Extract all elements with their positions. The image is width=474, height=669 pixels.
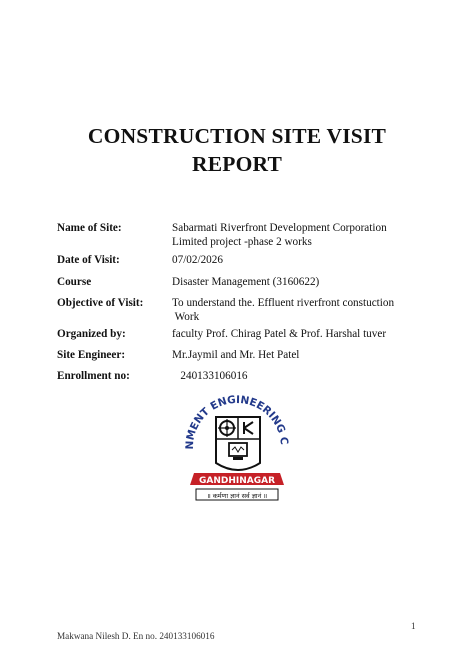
detail-label: Date of Visit: [57, 254, 120, 266]
detail-value-line: To understand the. Effluent riverfront constuction [172, 297, 395, 309]
detail-value [172, 275, 472, 289]
detail-label: Site Engineer: [57, 349, 126, 361]
detail-value [172, 253, 472, 267]
college-logo-graphic [180, 381, 294, 519]
detail-value-line: Limited project -phase 2 works [172, 236, 312, 248]
detail-label: Name of Site: [57, 222, 122, 234]
logo-ribbon-text: GANDHINAGAR [198, 476, 276, 486]
detail-value [172, 221, 472, 249]
detail-value [172, 348, 472, 362]
footer-author-line: Makwana Nilesh D. En no. 240133106016 [57, 631, 215, 641]
title-line-1: CONSTRUCTION SITE VISIT [87, 124, 387, 148]
logo-motto-text: ॥ कर्मणा ज्ञानं सर्व ज्ञानं ॥ [206, 492, 268, 500]
detail-value-line: Mr.Jaymil and Mr. Het Patel [172, 349, 300, 361]
detail-value-line: Work [172, 311, 200, 323]
detail-value-line: 07/02/2026 [172, 254, 223, 266]
college-logo [180, 381, 294, 519]
report-title [60, 122, 414, 178]
detail-label: Organized by: [57, 328, 126, 340]
detail-value-line: Disaster Management (3160622) [172, 276, 320, 288]
page-number: 1 [411, 621, 416, 631]
detail-label: Enrollment no: [57, 370, 130, 382]
detail-value-line: Sabarmati Riverfront Development Corporation [172, 222, 387, 234]
detail-label: Course [57, 276, 92, 288]
detail-value [172, 296, 472, 324]
title-line-2: REPORT [191, 152, 283, 176]
detail-value-line: faculty Prof. Chirag Patel & Prof. Harshal tuver [172, 328, 387, 340]
detail-value [172, 327, 472, 341]
detail-value-line: 240133106016 [172, 370, 248, 382]
detail-label: Objective of Visit: [57, 297, 144, 309]
logo-arc-text: NMENT ENGINEERING C [183, 393, 291, 450]
